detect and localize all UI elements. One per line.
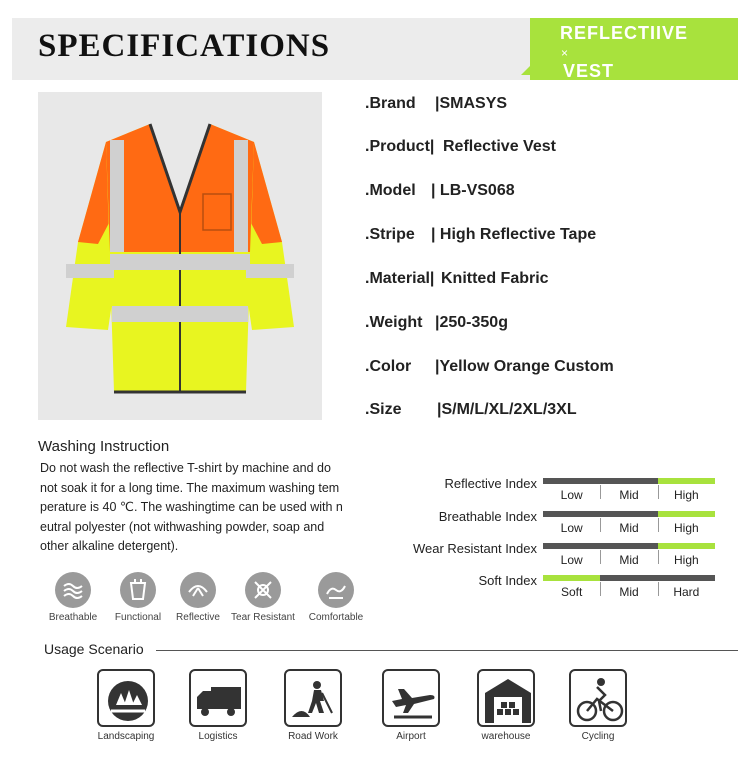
index-scale-label: Mid [619, 585, 639, 599]
index-divider [658, 582, 659, 596]
index-scale-label: Soft [560, 585, 583, 599]
scene-landscaping [86, 669, 166, 742]
feature-label: Tear Resistant [231, 612, 295, 623]
index-label: Reflective Index [444, 476, 537, 491]
washing-line: other alkaline detergent). [40, 539, 179, 553]
feature-reflective [163, 572, 233, 623]
usage-title: Usage Scenario [44, 641, 148, 657]
spec-value: | High Reflective Tape [431, 226, 597, 243]
index-scale-label: Mid [619, 521, 639, 535]
spec-key: .Material| [365, 270, 435, 287]
index-divider [658, 485, 659, 499]
spec-key: .Weight [365, 314, 423, 331]
scene-cycling [558, 669, 638, 742]
badge-separator: × [561, 46, 569, 60]
washing-line: perature is 40 ℃. The washingtime can be used with n [40, 500, 343, 514]
index-scale-label: Mid [619, 488, 639, 502]
index-divider [600, 582, 601, 596]
index-segment [543, 543, 601, 549]
scene-logistics [178, 669, 258, 742]
scene-label: Airport [396, 731, 426, 742]
index-bar [543, 511, 715, 517]
spec-value: |SMASYS [435, 95, 508, 112]
washing-line: eutral polyester (not withwashing powder, soap and [40, 519, 325, 534]
spec-value: |Yellow Orange Custom [435, 358, 614, 375]
index-divider [600, 485, 601, 499]
index-divider [658, 518, 659, 532]
index-bar [543, 478, 715, 484]
index-level-segment [658, 478, 715, 484]
spec-value: Knitted Fabric [441, 270, 549, 287]
scene-label: Cycling [581, 731, 615, 742]
washing-title: Washing Instruction [38, 438, 170, 455]
reflective-icon [180, 572, 216, 608]
index-segment [600, 575, 658, 581]
feature-label: Reflective [176, 612, 220, 623]
index-bar [543, 575, 715, 581]
index-level-segment [658, 511, 715, 517]
spec-key: .Size [365, 401, 402, 418]
index-scale-label: High [673, 488, 699, 502]
index-scale-label: Low [560, 553, 583, 567]
index-segment [600, 478, 658, 484]
scene-label: Landscaping [97, 731, 155, 742]
landscaping-icon [97, 669, 155, 727]
comfortable-icon [318, 572, 354, 608]
index-scale-label: Low [560, 488, 583, 502]
scene-warehouse [466, 669, 546, 742]
spec-key: .Brand [365, 95, 416, 112]
index-segment [600, 511, 658, 517]
spec-value: |S/M/L/XL/2XL/3XL [437, 401, 577, 418]
spec-value: | LB-VS068 [431, 182, 515, 199]
scene-road-work [273, 669, 353, 742]
feature-label: Comfortable [308, 612, 364, 623]
spec-key: .Product| [365, 138, 435, 155]
index-segment [543, 478, 601, 484]
feature-comfortable [301, 572, 371, 623]
badge-line2: VEST [563, 61, 615, 81]
scene-airport [371, 669, 451, 742]
usage-divider [156, 650, 738, 651]
warehouse-icon [477, 669, 535, 727]
spec-key: .Stripe [365, 226, 415, 243]
index-segment [600, 543, 658, 549]
badge-notch [521, 66, 530, 75]
breathable-icon [55, 572, 91, 608]
index-bar [543, 543, 715, 549]
washing-text [40, 459, 365, 557]
airport-plane-icon [382, 669, 440, 727]
tear-resistant-icon [245, 572, 281, 608]
index-segment [658, 575, 715, 581]
page-title: SPECIFICATIONS [38, 28, 331, 64]
index-label: Breathable Index [438, 509, 537, 524]
feature-label: Breathable [48, 612, 98, 623]
spec-key: .Model [365, 182, 416, 199]
index-level-segment [543, 575, 601, 581]
spec-key: .Color [365, 358, 412, 375]
washing-line: Do not wash the reflective T-shirt by machine and do [40, 461, 331, 475]
feature-label: Functional [114, 612, 162, 623]
index-scale-label: Hard [673, 585, 700, 599]
cycling-icon [569, 669, 627, 727]
spec-value: Reflective Vest [443, 138, 556, 155]
index-divider [658, 550, 659, 564]
road-work-icon [284, 669, 342, 727]
logistics-truck-icon [189, 669, 247, 727]
index-divider [600, 550, 601, 564]
washing-line: not soak it for a long time. The maximum washing tem [40, 480, 340, 495]
index-scale-label: Mid [619, 553, 639, 567]
badge-line1: REFLECTIIVE [560, 23, 689, 43]
index-scale-label: Low [560, 521, 583, 535]
functional-icon [120, 572, 156, 608]
scene-label: Logistics [198, 731, 238, 742]
scene-label: warehouse [481, 731, 531, 742]
feature-breathable [38, 572, 108, 623]
index-scale-label: High [673, 553, 699, 567]
spec-value: |250-350g [435, 314, 508, 331]
index-scale-label: High [673, 521, 699, 535]
scene-label: Road Work [288, 731, 338, 742]
index-segment [543, 511, 601, 517]
feature-tear-resistant [228, 572, 298, 623]
index-label: Wear Resistant Index [412, 541, 537, 556]
index-label: Soft Index [478, 573, 537, 588]
product-photo [38, 92, 322, 420]
index-divider [600, 518, 601, 532]
index-level-segment [658, 543, 715, 549]
reflective-vest-photo [38, 92, 322, 420]
